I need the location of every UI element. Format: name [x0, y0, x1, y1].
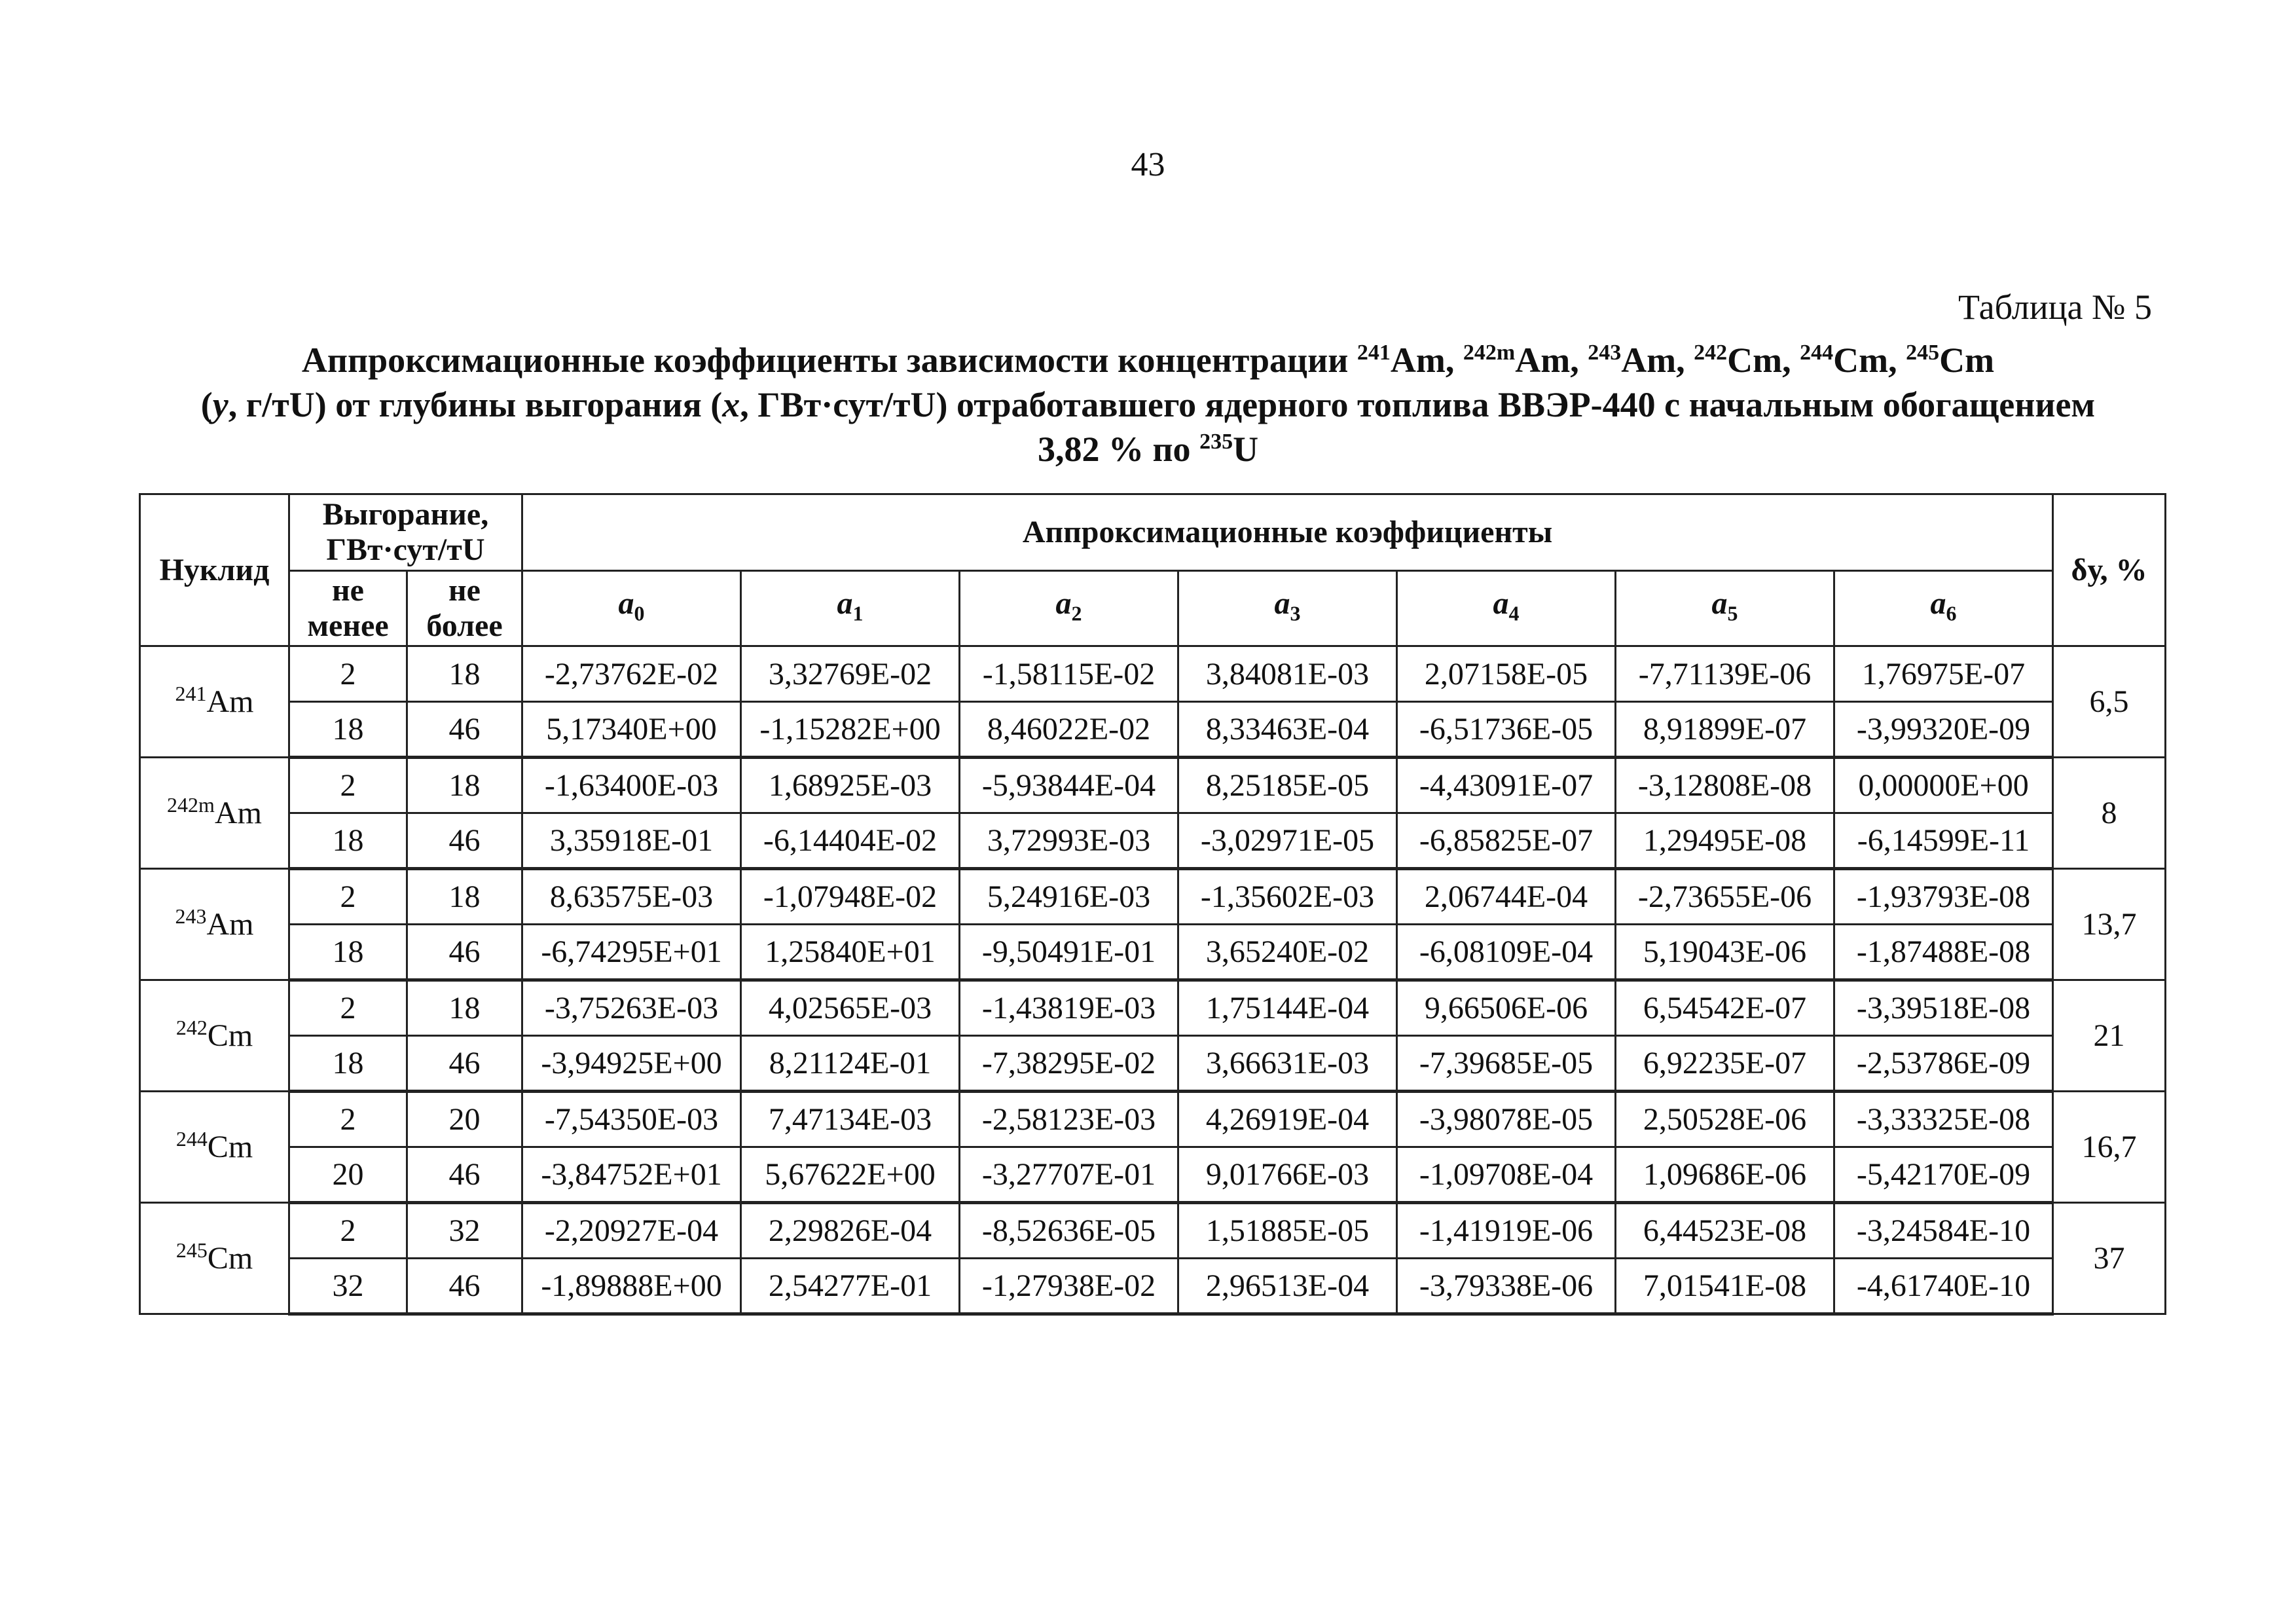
coef-cell-a1: -1,15282E+00 — [741, 702, 960, 758]
table-row — [140, 1092, 2166, 1147]
coef-cell-a5: 2,50528E-06 — [1616, 1092, 1834, 1147]
table-row — [140, 980, 2166, 1036]
header-coef-a2: $a_2$ — [960, 571, 1178, 646]
coef-cell-a5: 1,29495E-08 — [1616, 813, 1834, 869]
coef-cell-a1: -1,07948E-02 — [741, 869, 960, 925]
coef-cell-a2: -9,50491E-01 — [960, 925, 1178, 980]
coef-cell-a6: -3,39518E-08 — [1834, 980, 2053, 1036]
coef-cell-a3: 1,75144E-04 — [1178, 980, 1397, 1036]
delta-cell: 13,7 — [2053, 869, 2166, 980]
coef-cell-a4: -6,51736E-05 — [1397, 702, 1616, 758]
coef-cell-a1: 5,67622E+00 — [741, 1147, 960, 1203]
table-row — [140, 813, 2166, 869]
coef-cell-a1: 2,29826E-04 — [741, 1203, 960, 1259]
coef-cell-a0: 3,35918E-01 — [522, 813, 741, 869]
coef-cell-a2: -3,27707E-01 — [960, 1147, 1178, 1203]
coef-cell-a3: 3,65240E-02 — [1178, 925, 1397, 980]
coef-cell-a2: -1,27938E-02 — [960, 1259, 1178, 1314]
coef-cell-a6: 1,76975E-07 — [1834, 646, 2053, 702]
header-min: не менее — [289, 571, 407, 646]
coef-cell-a0: -2,20927E-04 — [522, 1203, 741, 1259]
burnup-max-cell: 18 — [407, 758, 522, 813]
table-row — [140, 1147, 2166, 1203]
coef-cell-a2: -7,38295E-02 — [960, 1036, 1178, 1092]
coef-cell-a3: 3,84081E-03 — [1178, 646, 1397, 702]
coef-cell-a4: -1,09708E-04 — [1397, 1147, 1616, 1203]
coef-cell-a3: 3,66631E-03 — [1178, 1036, 1397, 1092]
burnup-min-cell: 18 — [289, 1036, 407, 1092]
coef-cell-a2: -8,52636E-05 — [960, 1203, 1178, 1259]
coef-cell-a5: 6,92235E-07 — [1616, 1036, 1834, 1092]
caption-x-unit: , ГВт·сут/тU) отработавшего ядерного топлива ВВЭР-440 с начальным обогащением 3,82 % по — [740, 385, 2096, 469]
coef-cell-a0: -7,54350E-03 — [522, 1092, 741, 1147]
coef-cell-a2: -1,58115E-02 — [960, 646, 1178, 702]
table-row — [140, 758, 2166, 813]
header-coef-a1: $a_1$ — [741, 571, 960, 646]
coef-cell-a6: -5,42170E-09 — [1834, 1147, 2053, 1203]
table-row — [140, 702, 2166, 758]
nuclide-cell: $^{243}$Am — [140, 869, 289, 980]
coef-cell-a0: 5,17340E+00 — [522, 702, 741, 758]
header-coefficients: Аппроксимационные коэффициенты — [522, 494, 2053, 571]
coef-cell-a1: 3,32769E-02 — [741, 646, 960, 702]
burnup-min-cell: 2 — [289, 869, 407, 925]
nuclide-cell: $^{242m}$Am — [140, 758, 289, 869]
coef-cell-a4: -6,08109E-04 — [1397, 925, 1616, 980]
coef-cell-a6: -1,87488E-08 — [1834, 925, 2053, 980]
delta-cell: 8 — [2053, 758, 2166, 869]
coef-cell-a2: 3,72993E-03 — [960, 813, 1178, 869]
coef-cell-a5: 1,09686E-06 — [1616, 1147, 1834, 1203]
caption-y-var: y — [212, 385, 228, 424]
burnup-min-cell: 2 — [289, 758, 407, 813]
coef-cell-a5: 5,19043E-06 — [1616, 925, 1834, 980]
coef-cell-a5: -2,73655E-06 — [1616, 869, 1834, 925]
coef-cell-a0: -1,63400E-03 — [522, 758, 741, 813]
coef-cell-a3: 2,96513E-04 — [1178, 1259, 1397, 1314]
delta-cell: 16,7 — [2053, 1092, 2166, 1203]
burnup-min-cell: 18 — [289, 702, 407, 758]
coef-cell-a6: -1,93793E-08 — [1834, 869, 2053, 925]
coef-cell-a5: 6,54542E-07 — [1616, 980, 1834, 1036]
burnup-max-cell: 46 — [407, 1259, 522, 1314]
nuclide-cell: $^{245}$Cm — [140, 1203, 289, 1314]
coef-cell-a3: 8,25185E-05 — [1178, 758, 1397, 813]
coef-cell-a1: -6,14404E-02 — [741, 813, 960, 869]
delta-cell: 37 — [2053, 1203, 2166, 1314]
coef-cell-a4: -1,41919E-06 — [1397, 1203, 1616, 1259]
coef-cell-a5: 6,44523E-08 — [1616, 1203, 1834, 1259]
burnup-max-cell: 18 — [407, 980, 522, 1036]
nuclide-cell: $^{241}$Am — [140, 646, 289, 758]
coef-cell-a6: 0,00000E+00 — [1834, 758, 2053, 813]
header-coef-a5: $a_5$ — [1616, 571, 1834, 646]
header-coef-a6: $a_6$ — [1834, 571, 2053, 646]
coef-cell-a3: 9,01766E-03 — [1178, 1147, 1397, 1203]
burnup-max-cell: 46 — [407, 702, 522, 758]
coef-cell-a3: -3,02971E-05 — [1178, 813, 1397, 869]
coef-cell-a2: -2,58123E-03 — [960, 1092, 1178, 1147]
coef-cell-a0: -2,73762E-02 — [522, 646, 741, 702]
coef-cell-a4: 2,07158E-05 — [1397, 646, 1616, 702]
coef-cell-a4: 9,66506E-06 — [1397, 980, 1616, 1036]
header-max: не более — [407, 571, 522, 646]
coef-cell-a3: 1,51885E-05 — [1178, 1203, 1397, 1259]
burnup-max-cell: 32 — [407, 1203, 522, 1259]
burnup-min-cell: 32 — [289, 1259, 407, 1314]
coef-cell-a3: 8,33463E-04 — [1178, 702, 1397, 758]
coef-cell-a2: 8,46022E-02 — [960, 702, 1178, 758]
coef-cell-a2: -1,43819E-03 — [960, 980, 1178, 1036]
caption-x-var: x — [722, 385, 740, 424]
coef-cell-a4: -7,39685E-05 — [1397, 1036, 1616, 1092]
burnup-min-cell: 18 — [289, 813, 407, 869]
coef-cell-a1: 8,21124E-01 — [741, 1036, 960, 1092]
coef-cell-a6: -2,53786E-09 — [1834, 1036, 2053, 1092]
burnup-min-cell: 18 — [289, 925, 407, 980]
coef-cell-a5: 8,91899E-07 — [1616, 702, 1834, 758]
coef-cell-a1: 1,25840E+01 — [741, 925, 960, 980]
page-number: 43 — [1131, 146, 1165, 183]
burnup-min-cell: 2 — [289, 646, 407, 702]
table-row — [140, 646, 2166, 702]
coef-cell-a3: -1,35602E-03 — [1178, 869, 1397, 925]
nuclide-cell: $^{244}$Cm — [140, 1092, 289, 1203]
coef-cell-a2: 5,24916E-03 — [960, 869, 1178, 925]
coef-cell-a3: 4,26919E-04 — [1178, 1092, 1397, 1147]
burnup-max-cell: 18 — [407, 646, 522, 702]
coef-cell-a6: -3,24584E-10 — [1834, 1203, 2053, 1259]
header-coef-a3: $a_3$ — [1178, 571, 1397, 646]
coef-cell-a0: -3,84752E+01 — [522, 1147, 741, 1203]
caption-isotope-mass: 235 — [1199, 430, 1233, 454]
coef-cell-a2: -5,93844E-04 — [960, 758, 1178, 813]
burnup-max-cell: 18 — [407, 869, 522, 925]
coef-cell-a6: -4,61740E-10 — [1834, 1259, 2053, 1314]
coef-cell-a0: -3,75263E-03 — [522, 980, 741, 1036]
burnup-max-cell: 46 — [407, 1036, 522, 1092]
coef-cell-a1: 4,02565E-03 — [741, 980, 960, 1036]
header-coef-a4: $a_4$ — [1397, 571, 1616, 646]
table-row — [140, 869, 2166, 925]
coef-cell-a5: -3,12808E-08 — [1616, 758, 1834, 813]
coef-cell-a0: -3,94925E+00 — [522, 1036, 741, 1092]
burnup-min-cell: 2 — [289, 1092, 407, 1147]
nuclide-cell: $^{242}$Cm — [140, 980, 289, 1092]
burnup-max-cell: 46 — [407, 925, 522, 980]
caption-lead: Аппроксимационные коэффициенты зависимости концентрации — [301, 341, 1357, 380]
table-row — [140, 1036, 2166, 1092]
table-label: Таблица № 5 — [1958, 287, 2152, 327]
caption-isotope-symbol: U — [1233, 430, 1259, 469]
caption-nuclide-list: $^{241}$Am, $^{242m}$Am, $^{243}$Am, $^{242}$Cm, $^{244}$Cm, $^{245}$Cm — [1357, 341, 1995, 380]
header-delta: δу, % — [2053, 494, 2166, 646]
table-row — [140, 1203, 2166, 1259]
coef-cell-a6: -3,33325E-08 — [1834, 1092, 2053, 1147]
burnup-min-cell: 2 — [289, 1203, 407, 1259]
coef-cell-a0: 8,63575E-03 — [522, 869, 741, 925]
burnup-min-cell: 2 — [289, 980, 407, 1036]
header-burnup: Выгорание, ГВт·сут/тU — [289, 494, 522, 571]
coef-cell-a0: -1,89888E+00 — [522, 1259, 741, 1314]
delta-cell: 6,5 — [2053, 646, 2166, 758]
table-row — [140, 925, 2166, 980]
coef-cell-a1: 2,54277E-01 — [741, 1259, 960, 1314]
burnup-max-cell: 20 — [407, 1092, 522, 1147]
header-coef-a0: $a_0$ — [522, 571, 741, 646]
burnup-min-cell: 20 — [289, 1147, 407, 1203]
header-nuclide: Нуклид — [140, 494, 289, 646]
coef-cell-a4: -4,43091E-07 — [1397, 758, 1616, 813]
coef-cell-a6: -6,14599E-11 — [1834, 813, 2053, 869]
coef-cell-a5: 7,01541E-08 — [1616, 1259, 1834, 1314]
coefficients-table — [139, 493, 2166, 1316]
coef-cell-a4: 2,06744E-04 — [1397, 869, 1616, 925]
delta-cell: 21 — [2053, 980, 2166, 1092]
coef-cell-a4: -3,98078E-05 — [1397, 1092, 1616, 1147]
coef-cell-a4: -6,85825E-07 — [1397, 813, 1616, 869]
table-caption: Аппроксимационные коэффициенты зависимости концентрации $^{241}$Am, $^{242m}$Am, $^{243}$Am, $^{242}$Cm, $^{244}$Cm, $^{245}$Cm (y, г/тU) от глубины выгорания (x, ГВт·сут/тU) отработавшего ядерного топлива ВВЭР-440 с начальным обогащением 3,82 % по $^{235}$U — [200, 341, 2096, 469]
coef-cell-a1: 7,47134E-03 — [741, 1092, 960, 1147]
coef-cell-a6: -3,99320E-09 — [1834, 702, 2053, 758]
caption-y-unit: , г/тU) от глубины выгорания ( — [228, 385, 723, 424]
coef-cell-a4: -3,79338E-06 — [1397, 1259, 1616, 1314]
coef-cell-a1: 1,68925E-03 — [741, 758, 960, 813]
coef-cell-a0: -6,74295E+01 — [522, 925, 741, 980]
burnup-max-cell: 46 — [407, 1147, 522, 1203]
table-row — [140, 1259, 2166, 1314]
burnup-max-cell: 46 — [407, 813, 522, 869]
coef-cell-a5: -7,71139E-06 — [1616, 646, 1834, 702]
